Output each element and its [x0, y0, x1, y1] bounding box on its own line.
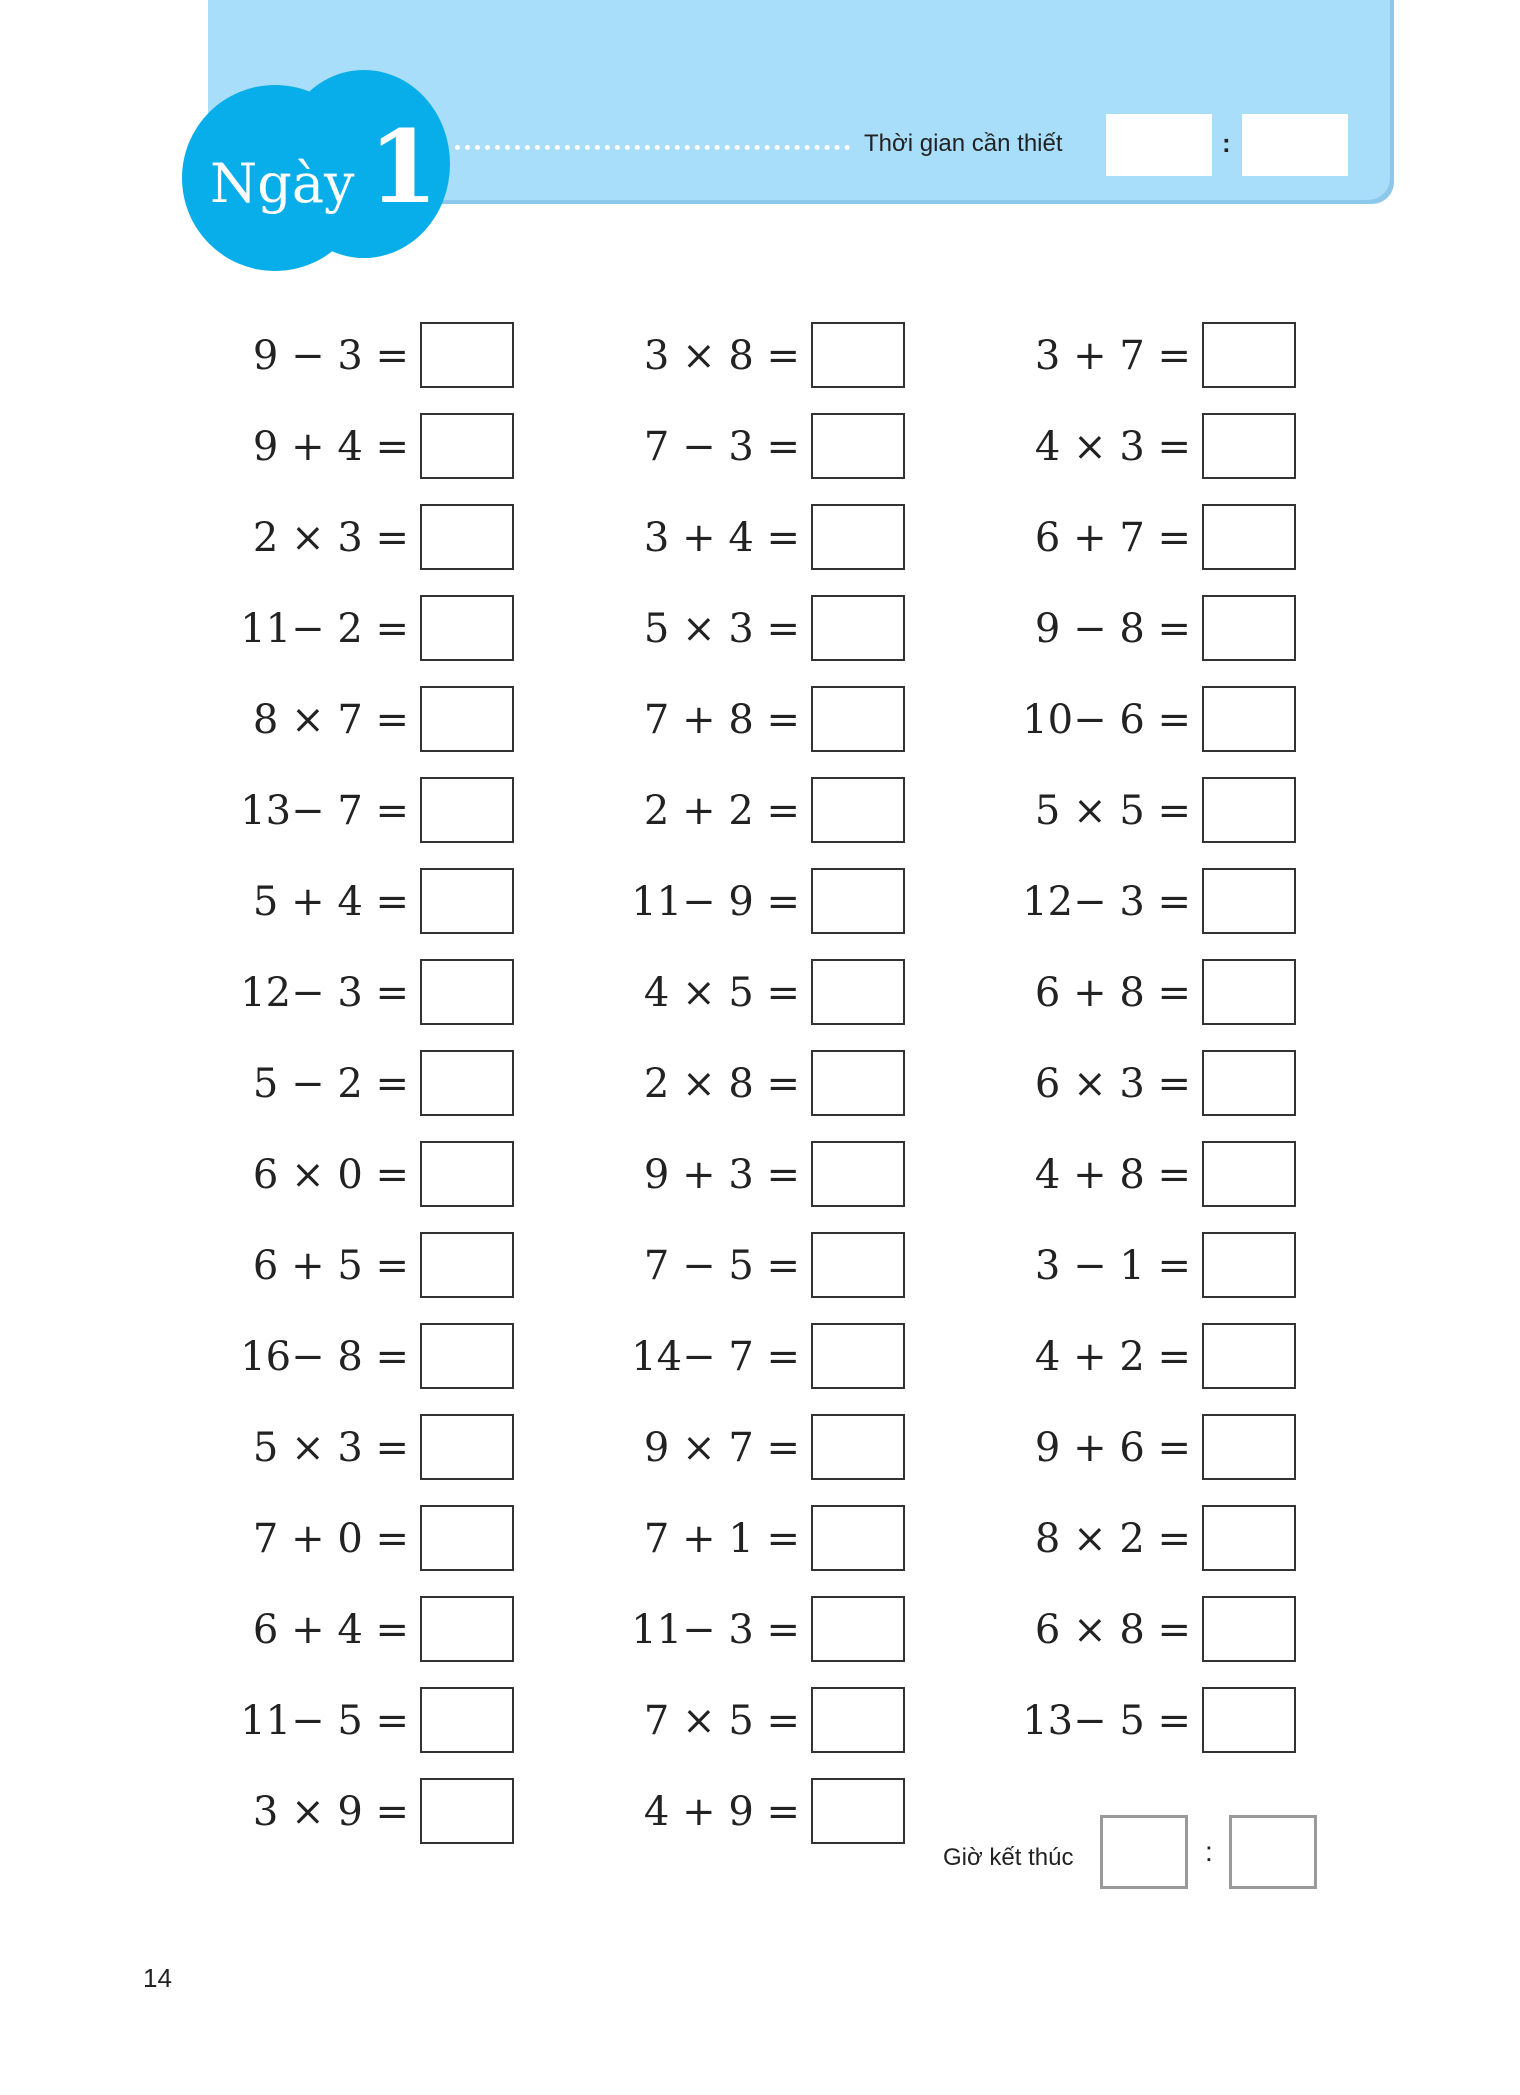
answer-box[interactable] [420, 595, 514, 661]
math-problem [214, 413, 514, 481]
answer-box[interactable] [811, 1141, 905, 1207]
answer-box[interactable] [420, 959, 514, 1025]
problem-expression: 9 − 3 = [252, 333, 409, 379]
math-problem [214, 1323, 514, 1391]
problem-expression: 4 + 9 = [643, 1789, 800, 1835]
problem-expression: 16− 8 = [240, 1334, 409, 1380]
problem-expression: 13− 7 = [240, 788, 409, 834]
problem-expression: 5 × 3 = [252, 1425, 409, 1471]
time-needed-separator: : [1222, 128, 1231, 158]
math-problem [214, 1687, 514, 1755]
math-problem [996, 959, 1296, 1027]
answer-box[interactable] [811, 1232, 905, 1298]
time-needed-hours-box[interactable] [1106, 114, 1212, 176]
problem-expression: 12− 3 = [240, 970, 409, 1016]
answer-box[interactable] [811, 1687, 905, 1753]
day-label: Ngày [210, 152, 355, 215]
answer-box[interactable] [420, 1050, 514, 1116]
problem-expression: 4 × 5 = [643, 970, 800, 1016]
problem-expression: 3 × 8 = [643, 333, 800, 379]
problem-expression: 6 × 3 = [1034, 1061, 1191, 1107]
math-problem [996, 1596, 1296, 1664]
problem-expression: 3 + 4 = [643, 515, 800, 561]
math-problem [605, 1778, 905, 1846]
answer-box[interactable] [1202, 595, 1296, 661]
answer-box[interactable] [1202, 1050, 1296, 1116]
answer-box[interactable] [420, 413, 514, 479]
end-time-hours-box[interactable] [1100, 1815, 1188, 1889]
math-problem [605, 868, 905, 936]
answer-box[interactable] [420, 1232, 514, 1298]
math-problem [996, 868, 1296, 936]
math-problem [996, 1141, 1296, 1209]
problem-expression: 7 + 8 = [643, 697, 800, 743]
answer-box[interactable] [1202, 1141, 1296, 1207]
math-problem [605, 686, 905, 754]
math-problem [605, 1141, 905, 1209]
problem-expression: 10− 6 = [1022, 697, 1191, 743]
answer-box[interactable] [811, 868, 905, 934]
answer-box[interactable] [420, 1596, 514, 1662]
math-problem [605, 322, 905, 390]
answer-box[interactable] [811, 959, 905, 1025]
math-problem [214, 777, 514, 845]
problem-expression: 12− 3 = [1022, 879, 1191, 925]
problem-expression: 8 × 7 = [252, 697, 409, 743]
problem-expression: 7 − 3 = [643, 424, 800, 470]
problem-expression: 7 + 0 = [252, 1516, 409, 1562]
answer-box[interactable] [420, 777, 514, 843]
problem-expression: 7 × 5 = [643, 1698, 800, 1744]
math-problem [996, 1232, 1296, 1300]
math-problem [605, 777, 905, 845]
answer-box[interactable] [811, 1778, 905, 1844]
math-problem [214, 959, 514, 1027]
math-problem [996, 1050, 1296, 1118]
problem-expression: 11− 9 = [631, 879, 800, 925]
answer-box[interactable] [420, 1778, 514, 1844]
answer-box[interactable] [811, 504, 905, 570]
math-problem [214, 686, 514, 754]
math-problem [996, 686, 1296, 754]
problem-expression: 6 + 7 = [1034, 515, 1191, 561]
math-problem [996, 1687, 1296, 1755]
page-number: 14 [143, 1963, 172, 1993]
end-time-minutes-box[interactable] [1229, 1815, 1317, 1889]
time-needed-label: Thời gian cần thiết [864, 130, 1063, 157]
answer-box[interactable] [420, 1687, 514, 1753]
math-problem [605, 1687, 905, 1755]
problem-expression: 9 + 6 = [1034, 1425, 1191, 1471]
problem-expression: 6 × 0 = [252, 1152, 409, 1198]
answer-box[interactable] [1202, 1323, 1296, 1389]
math-problem [605, 1505, 905, 1573]
problem-expression: 11− 2 = [240, 606, 409, 652]
answer-box[interactable] [420, 1141, 514, 1207]
time-needed-minutes-box[interactable] [1242, 114, 1348, 176]
end-time-separator: : [1205, 1836, 1213, 1867]
answer-box[interactable] [811, 595, 905, 661]
problem-expression: 11− 5 = [240, 1698, 409, 1744]
answer-box[interactable] [811, 777, 905, 843]
answer-box[interactable] [420, 1414, 514, 1480]
math-problem [214, 1050, 514, 1118]
math-problem [996, 1505, 1296, 1573]
math-problem [996, 322, 1296, 390]
math-problem [605, 959, 905, 1027]
problem-expression: 5 × 3 = [643, 606, 800, 652]
math-problem [214, 1596, 514, 1664]
answer-box[interactable] [811, 1505, 905, 1571]
problem-expression: 9 × 7 = [643, 1425, 800, 1471]
end-time-label: Giờ kết thúc [943, 1844, 1074, 1871]
answer-box[interactable] [1202, 1414, 1296, 1480]
problem-expression: 2 × 8 = [643, 1061, 800, 1107]
dotted-leader [455, 145, 850, 150]
problem-expression: 6 + 4 = [252, 1607, 409, 1653]
answer-box[interactable] [811, 686, 905, 752]
math-problem [214, 595, 514, 663]
math-problem [214, 1232, 514, 1300]
problem-expression: 4 + 2 = [1034, 1334, 1191, 1380]
answer-box[interactable] [811, 1596, 905, 1662]
problem-expression: 2 × 3 = [252, 515, 409, 561]
problem-expression: 14− 7 = [631, 1334, 800, 1380]
math-problem [605, 1323, 905, 1391]
answer-box[interactable] [1202, 686, 1296, 752]
math-problem [214, 1505, 514, 1573]
day-number: 1 [368, 108, 439, 226]
problem-expression: 4 × 3 = [1034, 424, 1191, 470]
answer-box[interactable] [811, 322, 905, 388]
problem-expression: 9 − 8 = [1034, 606, 1191, 652]
answer-box[interactable] [420, 322, 514, 388]
math-problem [214, 1141, 514, 1209]
math-problem [996, 1323, 1296, 1391]
answer-box[interactable] [420, 686, 514, 752]
math-problem [214, 1778, 514, 1846]
math-problem [605, 1414, 905, 1482]
math-problem [996, 777, 1296, 845]
answer-box[interactable] [1202, 777, 1296, 843]
math-problem [996, 413, 1296, 481]
answer-box[interactable] [420, 504, 514, 570]
answer-box[interactable] [811, 1323, 905, 1389]
answer-box[interactable] [1202, 868, 1296, 934]
math-problem [214, 504, 514, 572]
answer-box[interactable] [1202, 1687, 1296, 1753]
problem-expression: 7 + 1 = [643, 1516, 800, 1562]
answer-box[interactable] [1202, 959, 1296, 1025]
answer-box[interactable] [811, 1414, 905, 1480]
problem-expression: 6 + 8 = [1034, 970, 1191, 1016]
problem-expression: 5 − 2 = [252, 1061, 409, 1107]
math-problem [605, 1232, 905, 1300]
answer-box[interactable] [1202, 322, 1296, 388]
answer-box[interactable] [420, 1505, 514, 1571]
answer-box[interactable] [1202, 504, 1296, 570]
math-problem [214, 1414, 514, 1482]
day-badge [210, 108, 438, 226]
math-problem [605, 1596, 905, 1664]
math-problem [214, 322, 514, 390]
math-problem [605, 1050, 905, 1118]
math-problem [605, 413, 905, 481]
math-problem [605, 595, 905, 663]
problem-expression: 2 + 2 = [643, 788, 800, 834]
problem-expression: 9 + 4 = [252, 424, 409, 470]
problem-expression: 5 × 5 = [1034, 788, 1191, 834]
answer-box[interactable] [1202, 1596, 1296, 1662]
math-problem [605, 504, 905, 572]
answer-box[interactable] [1202, 413, 1296, 479]
problem-expression: 3 × 9 = [252, 1789, 409, 1835]
answer-box[interactable] [811, 413, 905, 479]
math-problem [996, 1414, 1296, 1482]
problem-expression: 6 × 8 = [1034, 1607, 1191, 1653]
math-problem [996, 504, 1296, 572]
answer-box[interactable] [420, 868, 514, 934]
answer-box[interactable] [420, 1323, 514, 1389]
math-problem [996, 595, 1296, 663]
problem-expression: 4 + 8 = [1034, 1152, 1191, 1198]
problem-expression: 8 × 2 = [1034, 1516, 1191, 1562]
answer-box[interactable] [811, 1050, 905, 1116]
math-problem [214, 868, 514, 936]
problem-expression: 5 + 4 = [252, 879, 409, 925]
problem-expression: 6 + 5 = [252, 1243, 409, 1289]
answer-box[interactable] [1202, 1505, 1296, 1571]
answer-box[interactable] [1202, 1232, 1296, 1298]
problem-expression: 9 + 3 = [643, 1152, 800, 1198]
problem-expression: 3 − 1 = [1034, 1243, 1191, 1289]
problem-expression: 3 + 7 = [1034, 333, 1191, 379]
problem-expression: 11− 3 = [631, 1607, 800, 1653]
problem-expression: 13− 5 = [1022, 1698, 1191, 1744]
problem-expression: 7 − 5 = [643, 1243, 800, 1289]
